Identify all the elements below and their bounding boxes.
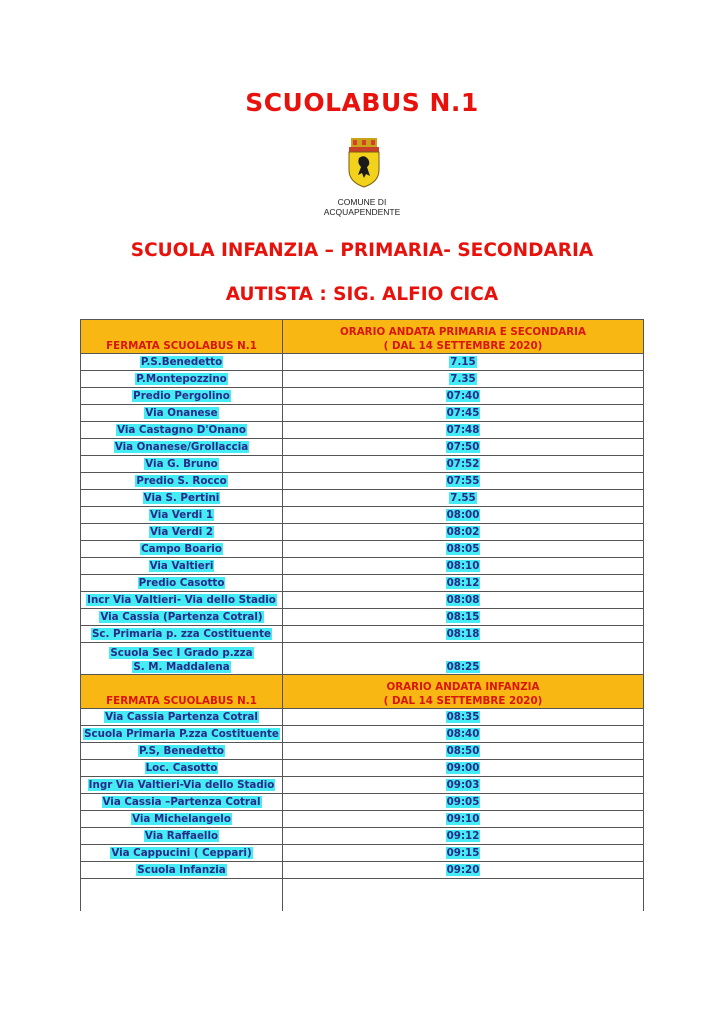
table-row xyxy=(81,828,644,845)
stop-cell xyxy=(81,439,283,456)
departure-time: 7.55 xyxy=(450,492,476,504)
time-cell xyxy=(283,626,644,643)
coat-of-arms-logo xyxy=(344,138,384,188)
stop-cell xyxy=(81,777,283,794)
table-row xyxy=(81,575,644,592)
stop-name: Via Onanese/Grollaccia xyxy=(114,441,249,453)
time-cell xyxy=(283,575,644,592)
table-row xyxy=(81,777,644,794)
table-row xyxy=(81,811,644,828)
stop-name: P.Montepozzino xyxy=(136,373,227,385)
time-cell xyxy=(283,828,644,845)
time-cell xyxy=(283,777,644,794)
stop-cell xyxy=(81,845,283,862)
time-cell xyxy=(283,643,644,675)
stop-cell xyxy=(81,709,283,726)
stop-cell xyxy=(81,743,283,760)
stop-header: FERMATA SCUOLABUS N.1 xyxy=(81,675,283,709)
stop-cell xyxy=(81,726,283,743)
table-row xyxy=(81,388,644,405)
stop-cell xyxy=(81,794,283,811)
stop-cell xyxy=(81,473,283,490)
stop-cell xyxy=(81,558,283,575)
time-cell xyxy=(283,473,644,490)
table-row xyxy=(81,643,644,675)
stop-cell xyxy=(81,541,283,558)
departure-time: 07:55 xyxy=(446,475,480,487)
table-row xyxy=(81,541,644,558)
departure-time: 09:00 xyxy=(446,762,480,774)
departure-time: 08:25 xyxy=(446,661,480,673)
departure-time: 08:40 xyxy=(446,728,480,740)
table-row xyxy=(81,709,644,726)
stop-name: Via Castagno D'Onano xyxy=(117,424,246,436)
driver-line: AUTISTA : SIG. ALFIO CICA xyxy=(225,284,499,305)
table-row xyxy=(81,371,644,388)
stop-name: Campo Boario xyxy=(141,543,222,555)
time-cell xyxy=(283,524,644,541)
time-cell xyxy=(283,354,644,371)
stop-name: Via S. Pertini xyxy=(143,492,220,504)
table-row xyxy=(81,524,644,541)
stop-name: Via Cassia –Partenza Cotral xyxy=(102,796,261,808)
page-title: SCUOLABUS N.1 xyxy=(245,88,479,117)
departure-time: 09:20 xyxy=(446,864,480,876)
departure-time: 07:52 xyxy=(446,458,480,470)
departure-time: 07:48 xyxy=(446,424,480,436)
time-cell xyxy=(283,456,644,473)
stop-cell xyxy=(81,405,283,422)
table-row xyxy=(81,743,644,760)
time-cell xyxy=(283,709,644,726)
table-row xyxy=(81,726,644,743)
departure-time: 07:50 xyxy=(446,441,480,453)
stop-name: Via Onanese xyxy=(145,407,218,419)
stop-name: Via G. Bruno xyxy=(145,458,218,470)
departure-time: 08:50 xyxy=(446,745,480,757)
departure-time: 07:40 xyxy=(446,390,480,402)
stop-name: Via Cassia (Partenza Cotral) xyxy=(100,611,263,623)
table-row xyxy=(81,845,644,862)
table-row xyxy=(81,558,644,575)
stop-cell xyxy=(81,371,283,388)
crest-caption: COMUNE DI ACQUAPENDENTE xyxy=(323,197,401,217)
stop-name: Scuola Sec I Grado p.zza xyxy=(110,647,253,659)
departure-time: 09:03 xyxy=(446,779,480,791)
stop-name: Predio Casotto xyxy=(138,577,225,589)
departure-time: 7.35 xyxy=(450,373,476,385)
departure-time: 08:12 xyxy=(446,577,480,589)
time-cell xyxy=(283,811,644,828)
stop-cell xyxy=(81,643,283,675)
table-row xyxy=(81,794,644,811)
stop-name: P.S, Benedetto xyxy=(139,745,224,757)
stop-name: Loc. Casotto xyxy=(145,762,218,774)
stop-name: Via Verdi 2 xyxy=(150,526,213,538)
empty-row xyxy=(81,879,644,912)
subtitle: SCUOLA INFANZIA – PRIMARIA- SECONDARIA xyxy=(130,240,594,261)
stop-name: Predio S. Rocco xyxy=(136,475,227,487)
table-row xyxy=(81,507,644,524)
stop-header: FERMATA SCUOLABUS N.1 xyxy=(81,320,283,354)
stop-name: Scuola Primaria P.zza Costituente xyxy=(84,728,279,740)
table-row xyxy=(81,592,644,609)
schedule-table xyxy=(80,319,644,911)
stop-cell xyxy=(81,456,283,473)
stop-cell xyxy=(81,490,283,507)
stop-cell xyxy=(81,575,283,592)
stop-name: Via Raffaello xyxy=(144,830,219,842)
stop-cell xyxy=(81,760,283,777)
table-row xyxy=(81,439,644,456)
departure-time: 08:10 xyxy=(446,560,480,572)
departure-time: 08:08 xyxy=(446,594,480,606)
departure-time: 08:18 xyxy=(446,628,480,640)
time-cell xyxy=(283,439,644,456)
stop-name: Via Valtieri xyxy=(149,560,214,572)
time-cell xyxy=(283,794,644,811)
table-row xyxy=(81,456,644,473)
time-header: ORARIO ANDATA INFANZIA ( DAL 14 SETTEMBRE 2020) xyxy=(283,675,644,709)
time-cell xyxy=(283,422,644,439)
time-cell xyxy=(283,592,644,609)
stop-name: Sc. Primaria p. zza Costituente xyxy=(91,628,272,640)
table-row xyxy=(81,490,644,507)
stop-cell xyxy=(81,811,283,828)
time-cell xyxy=(283,541,644,558)
time-cell xyxy=(283,845,644,862)
stop-name: Via Verdi 1 xyxy=(150,509,213,521)
stop-name: Predio Pergolino xyxy=(133,390,230,402)
time-cell xyxy=(283,371,644,388)
stop-cell xyxy=(81,626,283,643)
departure-time: 08:15 xyxy=(446,611,480,623)
stop-cell xyxy=(81,354,283,371)
table-row xyxy=(81,760,644,777)
departure-time: 08:05 xyxy=(446,543,480,555)
departure-time: 08:35 xyxy=(446,711,480,723)
time-cell xyxy=(283,862,644,879)
time-cell xyxy=(283,388,644,405)
section1-header-row xyxy=(81,320,644,354)
stop-name: Via Cassia Partenza Cotral xyxy=(105,711,258,723)
stop-cell xyxy=(81,592,283,609)
stop-cell xyxy=(81,524,283,541)
table-row xyxy=(81,609,644,626)
stop-name: Via Michelangelo xyxy=(132,813,231,825)
time-cell xyxy=(283,609,644,626)
table-row xyxy=(81,354,644,371)
table-row xyxy=(81,473,644,490)
stop-name: Scuola Infanzia xyxy=(137,864,226,876)
stop-cell xyxy=(81,609,283,626)
departure-time: 09:15 xyxy=(446,847,480,859)
time-cell xyxy=(283,743,644,760)
departure-time: 08:00 xyxy=(446,509,480,521)
stop-cell xyxy=(81,862,283,879)
table-row xyxy=(81,626,644,643)
time-cell xyxy=(283,507,644,524)
departure-time: 09:05 xyxy=(446,796,480,808)
stop-cell xyxy=(81,422,283,439)
stop-cell xyxy=(81,507,283,524)
time-cell xyxy=(283,760,644,777)
table-row xyxy=(81,422,644,439)
stop-name: Ingr Via Valtieri-Via dello Stadio xyxy=(88,779,275,791)
time-cell xyxy=(283,490,644,507)
departure-time: 08:02 xyxy=(446,526,480,538)
departure-time: 09:12 xyxy=(446,830,480,842)
time-cell xyxy=(283,558,644,575)
stop-name: P.S.Benedetto xyxy=(140,356,223,368)
table-row xyxy=(81,862,644,879)
stop-name: Via Cappucini ( Ceppari) xyxy=(111,847,252,859)
stop-cell xyxy=(81,828,283,845)
time-header: ORARIO ANDATA PRIMARIA E SECONDARIA ( DAL 14 SETTEMBRE 2020) xyxy=(283,320,644,354)
departure-time: 07:45 xyxy=(446,407,480,419)
stop-name: Incr Via Valtieri- Via dello Stadio xyxy=(87,594,276,606)
section2-header-row xyxy=(81,675,644,709)
stop-name: S. M. Maddalena xyxy=(133,661,230,673)
time-cell xyxy=(283,726,644,743)
departure-time: 09:10 xyxy=(446,813,480,825)
time-cell xyxy=(283,405,644,422)
stop-cell xyxy=(81,388,283,405)
departure-time: 7.15 xyxy=(450,356,476,368)
table-row xyxy=(81,405,644,422)
